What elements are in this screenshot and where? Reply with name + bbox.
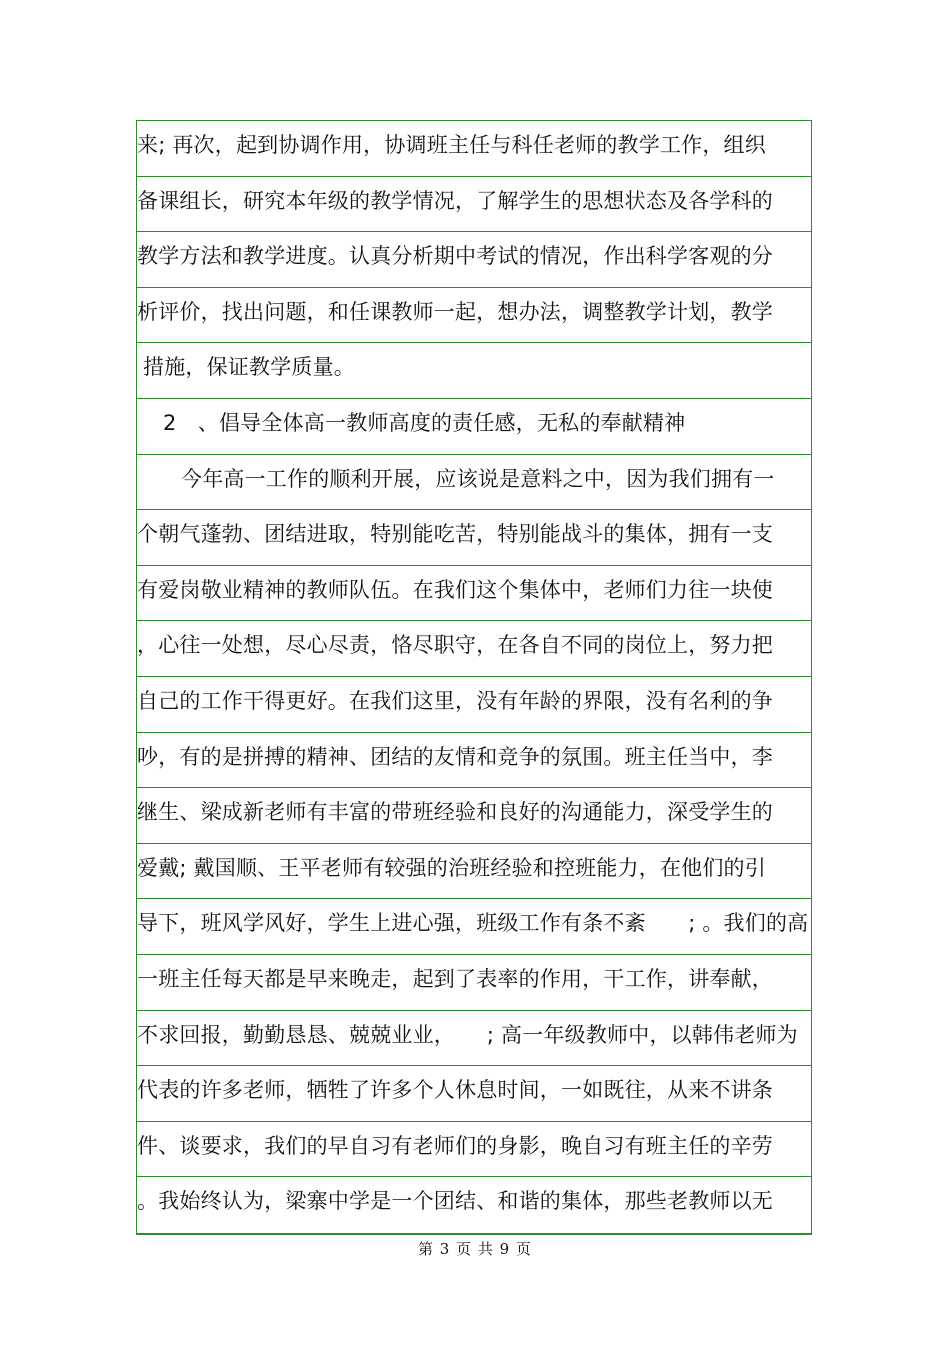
text-line: [137, 1066, 811, 1122]
text-line-content: 吵，有的是拼搏的精神、团结的友情和竞争的氛围。班主任当中，李: [137, 744, 773, 769]
section-heading-line: [137, 399, 811, 455]
text-line-content: 不求回报，勤勤恳恳、兢兢业业， ; 高一年级教师中，以韩伟老师为: [137, 1022, 798, 1047]
text-line: [137, 899, 811, 955]
text-line-content: 。我始终认为，梁寨中学是一个团结、和谐的集体，那些老教师以无: [137, 1189, 773, 1214]
text-line-content: 析评价，找出问题，和任课教师一起，想办法，调整教学计划，教学: [137, 299, 773, 324]
text-line-content: 件、谈要求，我们的早自习有老师们的身影，晚自习有班主任的辛劳: [137, 1133, 773, 1158]
text-line-content: 有爱岗敬业精神的教师队伍。在我们这个集体中，老师们力往一块使: [137, 577, 773, 602]
text-line: [137, 288, 811, 344]
lined-text-frame: [136, 120, 812, 1235]
text-line-content: 一班主任每天都是早来晚走，起到了表率的作用，干工作，讲奉献，: [137, 966, 773, 991]
text-line-content: 个朝气蓬勃、团结进取，特别能吃苦，特别能战斗的集体，拥有一支: [137, 522, 773, 547]
text-line: [137, 844, 811, 900]
text-line: [137, 510, 811, 566]
text-line-content: 备课组长，研究本年级的教学情况，了解学生的思想状态及各学科的: [137, 188, 773, 213]
text-line: [137, 232, 811, 288]
text-line-content: 来; 再次，起到协调作用，协调班主任与科任老师的教学工作，组织: [137, 133, 766, 157]
text-line: [137, 1011, 811, 1067]
text-line: [137, 1177, 811, 1233]
text-line: [137, 955, 811, 1011]
text-line-content: 措施，保证教学质量。: [143, 355, 355, 380]
section-heading: 2 、倡导全体高一教师高度的责任感，无私的奉献精神: [163, 410, 686, 435]
text-line-content: 代表的许多老师，牺牲了许多个人休息时间，一如既往，从来不讲条: [137, 1078, 773, 1103]
page-number: 第 3 页 共 9 页: [418, 1240, 532, 1258]
paragraph-first-line: 今年高一工作的顺利开展，应该说是意料之中，因为我们拥有一: [181, 466, 775, 491]
text-line-content: 自己的工作干得更好。在我们这里，没有年龄的界限，没有名利的争: [137, 688, 773, 713]
text-line: [137, 177, 811, 233]
text-line: [137, 677, 811, 733]
text-line: [137, 1122, 811, 1178]
text-line: [137, 343, 811, 399]
text-line-content: 爱戴; 戴国顺、王平老师有较强的治班经验和控班能力，在他们的引: [137, 855, 766, 880]
text-line-content: 教学方法和教学进度。认真分析期中考试的情况，作出科学客观的分: [137, 244, 773, 269]
text-line-content: ，心往一处想，尽心尽责，恪尽职守，在各自不同的岗位上，努力把: [137, 633, 773, 658]
text-line: [137, 566, 811, 622]
text-line: [137, 733, 811, 789]
text-line: [137, 621, 811, 677]
text-line: [137, 788, 811, 844]
text-line: [137, 455, 811, 511]
text-line-content: 导下，班风学风好，学生上进心强，班级工作有条不紊 ; 。我们的高: [137, 911, 809, 936]
text-line: [137, 121, 811, 177]
text-line-content: 继生、梁成新老师有丰富的带班经验和良好的沟通能力，深受学生的: [137, 800, 773, 825]
